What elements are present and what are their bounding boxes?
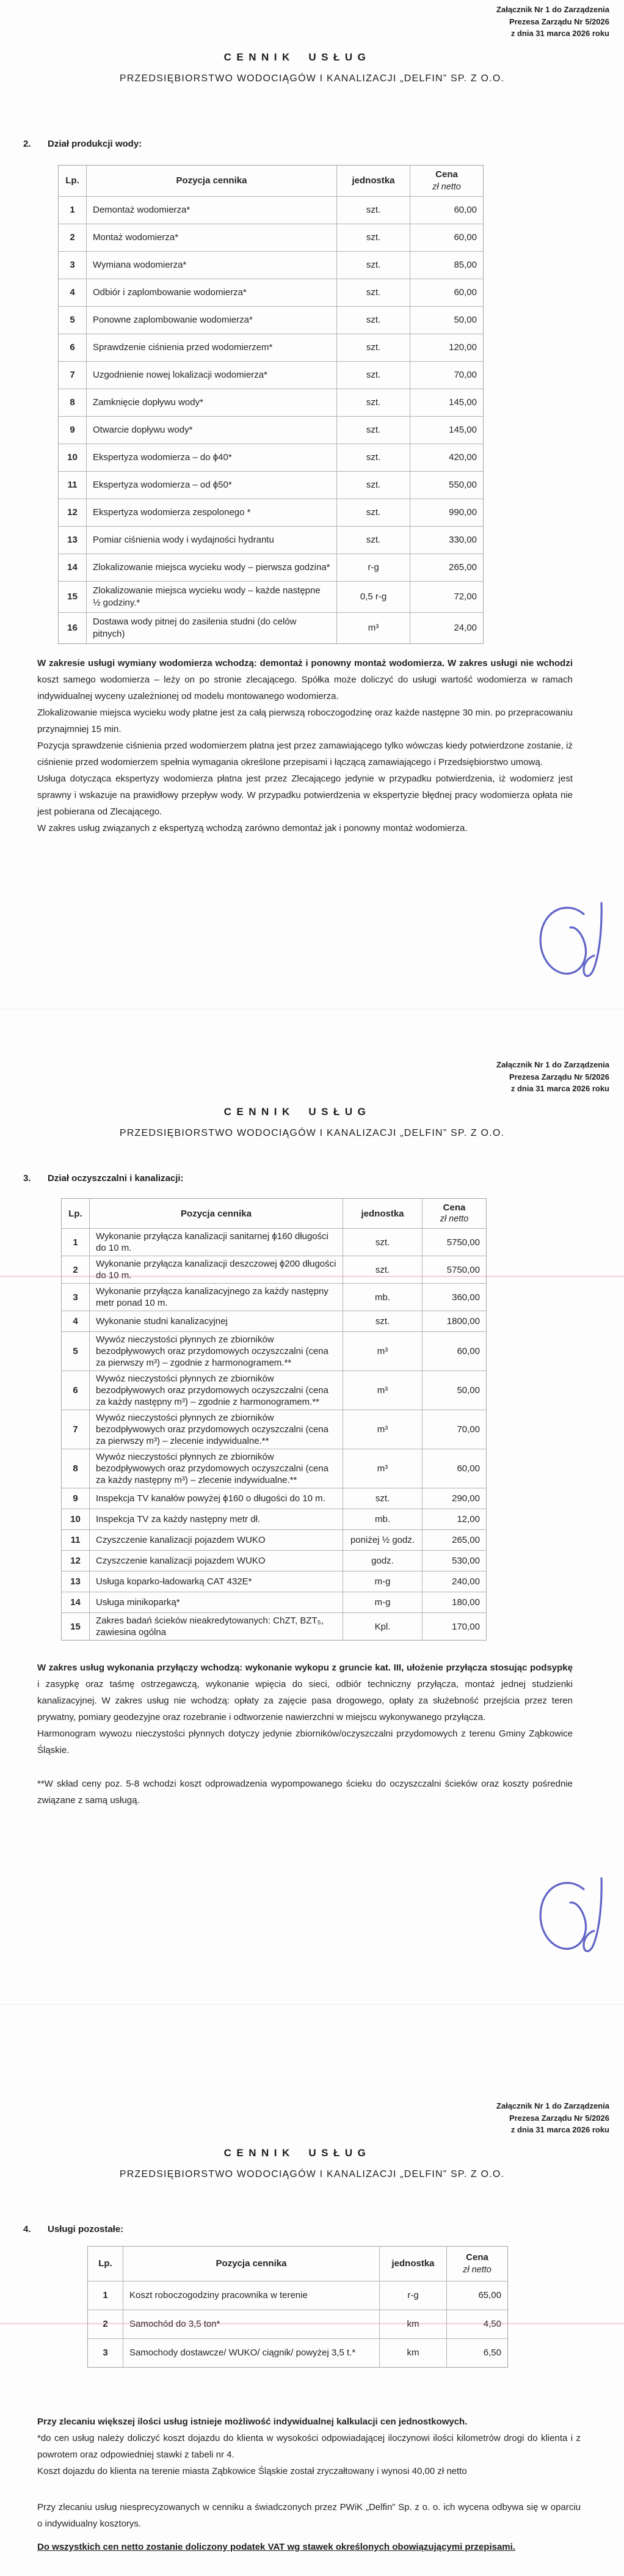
- note-paragraph: Zlokalizowanie miejsca wycieku wody płatne jest za całą pierwszą roboczogodzinę oraz każde następne 30 min. po przepracowaniu przynajmniej 15 min.: [37, 708, 573, 734]
- cell-item: Demontaż wodomierza*: [86, 197, 336, 224]
- table-row: [62, 1488, 486, 1509]
- table-row: [62, 1331, 486, 1370]
- cell-price: 12,00: [422, 1509, 486, 1529]
- cell-lp: 13: [70, 1576, 81, 1587]
- cell-unit: szt.: [336, 279, 410, 306]
- table-row: [59, 581, 483, 612]
- cell-unit: szt.: [336, 224, 410, 251]
- attachment-line: Załącznik Nr 1 do Zarządzenia: [496, 1060, 609, 1069]
- price-table-3: [61, 1198, 487, 1641]
- attachment-line: Prezesa Zarządu Nr 5/2026: [509, 1072, 609, 1081]
- signature-paraph-icon: [520, 898, 621, 990]
- header-unit: jednostka: [379, 2247, 446, 2281]
- page-title: CENNIK USŁUG: [223, 2147, 371, 2159]
- cell-item: Samochód do 3,5 ton*: [123, 2310, 379, 2338]
- cell-item: Inspekcja TV kanałów powyżej ϕ160 o długości do 10 m.: [89, 1488, 343, 1509]
- table-row: [62, 1571, 486, 1592]
- table-row: [62, 1509, 486, 1529]
- cell-lp: 4: [70, 287, 75, 298]
- cell-price: 5750,00: [422, 1229, 486, 1256]
- cell-price: 145,00: [410, 417, 483, 444]
- cell-unit: godz.: [343, 1551, 422, 1571]
- cell-lp: 1: [70, 205, 75, 215]
- cell-price: 60,00: [422, 1449, 486, 1488]
- cell-item: Wykonanie studni kanalizacyjnej: [89, 1311, 343, 1331]
- table-row: [59, 612, 483, 643]
- header-lp: Lp.: [65, 175, 79, 186]
- cell-unit: poniżej ½ godz.: [343, 1530, 422, 1550]
- cell-lp: 8: [73, 1463, 78, 1474]
- note-paragraph: *do cen usług należy doliczyć koszt dojazdu do klienta w wysokości odpowiadającej iloczynowi ilości kilometrów drogi do klienta i z powrotem oraz odpowiedniej stawki z tabeli nr 4.: [37, 2433, 581, 2460]
- cell-item: Wykonanie przyłącza kanalizacji sanitarnej ϕ160 długości do 10 m.: [89, 1229, 343, 1256]
- cell-lp: 10: [67, 452, 78, 463]
- scan-artifact-line: [0, 2323, 624, 2324]
- table-row: [59, 251, 483, 279]
- cell-unit: r-g: [379, 2281, 446, 2310]
- attachment-line: z dnia 31 marca 2026 roku: [510, 29, 609, 38]
- attachment-block: [496, 1059, 609, 1095]
- cell-item: Zlokalizowanie miejsca wycieku wody – każde następne ½ godziny.*: [86, 582, 336, 612]
- table-row: [59, 224, 483, 251]
- cell-unit: szt.: [336, 527, 410, 554]
- section-number: 3.: [23, 1173, 31, 1184]
- section-title: Usługi pozostałe:: [48, 2224, 124, 2234]
- cell-price: 530,00: [422, 1551, 486, 1571]
- cell-lp: 2: [73, 1264, 78, 1275]
- cell-item: Otwarcie dopływu wody*: [86, 417, 336, 444]
- cell-item: Usługa koparko-ładowarką CAT 432E*: [89, 1572, 343, 1592]
- cell-lp: 3: [70, 260, 75, 270]
- header-lp: Lp.: [68, 1208, 82, 1219]
- page-subtitle: PRZEDSIĘBIORSTWO WODOCIĄGÓW I KANALIZACJI „DELFIN” SP. Z O.O.: [119, 73, 505, 84]
- note-paragraph: Harmonogram wywozu nieczystości płynnych dotyczy jedynie zbiorników/oczyszczalni przydomowych z terenu Gminy Ząbkowice Śląskie.: [37, 1729, 573, 1755]
- note-paragraph: **W skład ceny poz. 5-8 wchodzi koszt odprowadzenia wypompowanego ścieku do oczyszczalni ścieków oraz koszty pośrednie związane z samą usługą.: [37, 1779, 573, 1806]
- attachment-line: Prezesa Zarządu Nr 5/2026: [509, 2113, 609, 2123]
- table-row: [59, 306, 483, 334]
- cell-item: Wywóz nieczystości płynnych ze zbiorników bezodpływowych oraz przydomowych oczyszczalni (cena za każdy następny m³) – zlecenie indywidualne.**: [89, 1449, 343, 1488]
- header-price-line2: zł netto: [432, 182, 461, 192]
- cell-item: Wywóz nieczystości płynnych ze zbiorników bezodpływowych oraz przydomowych oczyszczalni (cena za każdy następny m³) – zgodnie z harmonogramem.**: [89, 1371, 343, 1410]
- cell-price: 5750,00: [422, 1256, 486, 1283]
- cell-price: 60,00: [410, 197, 483, 224]
- table-row: [59, 389, 483, 416]
- cell-lp: 1: [73, 1237, 78, 1248]
- table-row: [88, 2338, 507, 2367]
- page-subtitle: PRZEDSIĘBIORSTWO WODOCIĄGÓW I KANALIZACJI „DELFIN” SP. Z O.O.: [119, 1128, 505, 1138]
- cell-price: 180,00: [422, 1592, 486, 1612]
- cell-unit: 0,5 r-g: [336, 582, 410, 612]
- attachment-line: z dnia 31 marca 2026 roku: [510, 1084, 609, 1093]
- header-price: [446, 2247, 507, 2281]
- cell-price: 60,00: [422, 1332, 486, 1370]
- cell-price: 4,50: [446, 2310, 507, 2338]
- section-4-extra-note: [37, 2499, 581, 2532]
- table-row: [59, 526, 483, 554]
- cell-lp: 1: [103, 2290, 108, 2300]
- cell-unit: m-g: [343, 1572, 422, 1592]
- cell-lp: 14: [70, 1597, 81, 1608]
- section-4-notes: [37, 2413, 581, 2479]
- cell-price: 85,00: [410, 252, 483, 279]
- cell-lp: 9: [70, 425, 75, 435]
- cell-unit: szt.: [336, 389, 410, 416]
- cell-item: Montaż wodomierza*: [86, 224, 336, 251]
- cell-unit: m-g: [343, 1592, 422, 1612]
- cell-lp: 6: [73, 1385, 78, 1396]
- cell-item: Inspekcja TV za każdy następny metr dł.: [89, 1509, 343, 1529]
- cell-item: Usługa minikoparką*: [89, 1592, 343, 1612]
- cell-lp: 15: [67, 591, 78, 602]
- cell-unit: szt.: [336, 334, 410, 361]
- cell-price: 330,00: [410, 527, 483, 554]
- cell-item: Ekspertyza wodomierza – od ϕ50*: [86, 472, 336, 499]
- cell-unit: szt.: [336, 499, 410, 526]
- cell-lp: 12: [70, 1556, 81, 1566]
- section-heading-3: [23, 1173, 184, 1184]
- cell-price: 50,00: [410, 307, 483, 334]
- cell-item: Ekspertyza wodomierza – do ϕ40*: [86, 444, 336, 471]
- cell-item: Ponowne zaplombowanie wodomierza*: [86, 307, 336, 334]
- page-subtitle: PRZEDSIĘBIORSTWO WODOCIĄGÓW I KANALIZACJI „DELFIN” SP. Z O.O.: [119, 2169, 505, 2179]
- cell-unit: m³: [343, 1410, 422, 1449]
- note-paragraph: Koszt dojazdu do klienta na terenie miasta Ząbkowice Śląskie został zryczałtowany i wynosi 40,00 zł netto: [37, 2466, 467, 2476]
- cell-price: 360,00: [422, 1284, 486, 1311]
- table-row: [59, 196, 483, 224]
- page-title: CENNIK USŁUG: [223, 1106, 371, 1118]
- cell-item: Zamknięcie dopływu wody*: [86, 389, 336, 416]
- attachment-block: [496, 4, 609, 40]
- cell-unit: m³: [343, 1449, 422, 1488]
- table-row: [62, 1550, 486, 1571]
- cell-lp: 9: [73, 1493, 78, 1504]
- header-price-line1: Cena: [435, 169, 458, 180]
- page-break-line: [0, 2004, 624, 2005]
- cell-lp: 3: [103, 2347, 108, 2358]
- cell-price: 50,00: [422, 1371, 486, 1410]
- attachment-line: Załącznik Nr 1 do Zarządzenia: [496, 5, 609, 14]
- section-3-notes: [37, 1659, 573, 1758]
- table-row: [62, 1283, 486, 1311]
- table-row: [59, 499, 483, 526]
- header-item: Pozycja cennika: [89, 1199, 343, 1228]
- cell-price: 290,00: [422, 1488, 486, 1509]
- cell-item: Wywóz nieczystości płynnych ze zbiorników bezodpływowych oraz przydomowych oczyszczalni (cena za pierwszy m³) – zgodnie z harmonogramem.**: [89, 1332, 343, 1370]
- cell-price: 265,00: [410, 554, 483, 581]
- cell-item: Wykonanie przyłącza kanalizacji deszczowej ϕ200 długości do 10 m.: [89, 1256, 343, 1283]
- cell-unit: szt.: [343, 1488, 422, 1509]
- cell-item: Wykonanie przyłącza kanalizacyjnego za każdy następny metr ponad 10 m.: [89, 1284, 343, 1311]
- cell-lp: 8: [70, 397, 75, 408]
- table-row: [59, 471, 483, 499]
- table-row: [62, 1256, 486, 1283]
- header-price-line2: zł netto: [440, 1214, 469, 1224]
- cell-price: 72,00: [410, 582, 483, 612]
- page-title: CENNIK USŁUG: [223, 51, 371, 63]
- cell-lp: 11: [67, 480, 78, 490]
- cell-unit: szt.: [336, 362, 410, 389]
- header-price-line1: Cena: [466, 2252, 488, 2263]
- header-unit: jednostka: [336, 166, 410, 196]
- section-2-notes: [37, 655, 573, 836]
- cell-unit: szt.: [343, 1311, 422, 1331]
- note-paragraph: W zakresie usługi wymiany wodomierza wchodzą: demontaż i ponowny montaż wodomierza. W zakres usługi nie wchodzi koszt samego wodomierza – leży on po stronie zlecającego. Spółka może doliczyć do usługi wartość wodomierza w ramach indywidualnej wyceny uzależnionej od modelu montowanego wodomierza.: [37, 658, 573, 701]
- note-paragraph: Przy zlecaniu większej ilości usług istnieje możliwość indywidualnej kalkulacji cen jednostkowych.: [37, 2417, 468, 2427]
- attachment-block: [496, 2100, 609, 2136]
- cell-price: 24,00: [410, 613, 483, 643]
- table-row: [59, 279, 483, 306]
- header-price-line1: Cena: [443, 1202, 466, 1213]
- cell-item: Odbiór i zaplombowanie wodomierza*: [86, 279, 336, 306]
- header-lp: Lp.: [98, 2258, 112, 2269]
- header-price: [410, 166, 483, 196]
- cell-unit: m³: [336, 613, 410, 643]
- table-row: [59, 416, 483, 444]
- cell-item: Zlokalizowanie miejsca wycieku wody – pierwsza godzina*: [86, 554, 336, 581]
- cell-price: 265,00: [422, 1530, 486, 1550]
- cell-item: Uzgodnienie nowej lokalizacji wodomierza*: [86, 362, 336, 389]
- attachment-line: z dnia 31 marca 2026 roku: [510, 2125, 609, 2134]
- cell-price: 1800,00: [422, 1311, 486, 1331]
- cell-price: 60,00: [410, 279, 483, 306]
- cell-unit: szt.: [336, 444, 410, 471]
- cell-unit: szt.: [343, 1256, 422, 1283]
- cell-unit: m³: [343, 1332, 422, 1370]
- section-title: Dział oczyszczalni i kanalizacji:: [48, 1173, 184, 1184]
- table-row: [62, 1228, 486, 1256]
- cell-unit: mb.: [343, 1284, 422, 1311]
- table-row: [62, 1592, 486, 1612]
- header-unit: jednostka: [343, 1199, 422, 1228]
- section-heading-2: [23, 139, 142, 149]
- attachment-line: Załącznik Nr 1 do Zarządzenia: [496, 2101, 609, 2110]
- vat-note: Do wszystkich cen netto zostanie doliczony podatek VAT wg stawek określonych obowiązującymi przepisami.: [37, 2542, 515, 2552]
- table-header-row: [59, 166, 483, 196]
- cell-lp: 7: [70, 370, 75, 380]
- cell-unit: szt.: [336, 417, 410, 444]
- cell-lp: 5: [73, 1346, 78, 1356]
- cell-item: Wymiana wodomierza*: [86, 252, 336, 279]
- cell-lp: 7: [73, 1424, 78, 1435]
- table-row: [62, 1370, 486, 1410]
- cell-lp: 3: [73, 1292, 78, 1303]
- cell-lp: 15: [70, 1621, 81, 1632]
- cell-unit: r-g: [336, 554, 410, 581]
- cell-item: Ekspertyza wodomierza zespolonego *: [86, 499, 336, 526]
- cell-item: Dostawa wody pitnej do zasilenia studni (do celów pitnych): [86, 613, 336, 643]
- cell-price: 6,50: [446, 2339, 507, 2367]
- scan-artifact-line: [0, 1276, 624, 1277]
- cell-unit: km: [379, 2310, 446, 2338]
- cell-price: 990,00: [410, 499, 483, 526]
- cell-lp: 12: [67, 507, 78, 518]
- cell-lp: 16: [67, 623, 78, 633]
- header-price-line2: zł netto: [463, 2265, 492, 2275]
- cell-item: Koszt roboczogodziny pracownika w terenie: [123, 2281, 379, 2310]
- note-paragraph: Pozycja sprawdzenie ciśnienia przed wodomierzem płatna jest przez zamawiającego tylko wówczas kiedy potwierdzone zostanie, iż ciśnienie przed wodomierzem spełnia wymagania określone przepisami i łączącą zamawiającego i Przedsiębiorstwo umową.: [37, 741, 573, 767]
- section-number: 4.: [23, 2224, 31, 2234]
- cell-price: 65,00: [446, 2281, 507, 2310]
- cell-lp: 6: [70, 342, 75, 353]
- cell-lp: 5: [70, 315, 75, 325]
- cell-unit: szt.: [336, 307, 410, 334]
- cell-item: Zakres badań ścieków nieakredytowanych: ChZT, BZT₅, zawiesina ogólna: [89, 1613, 343, 1640]
- cell-price: 170,00: [422, 1613, 486, 1640]
- cell-item: Samochody dostawcze/ WUKO/ ciągnik/ powyżej 3,5 t.*: [123, 2339, 379, 2367]
- cell-price: 145,00: [410, 389, 483, 416]
- cell-lp: 14: [67, 562, 78, 573]
- cell-unit: szt.: [343, 1229, 422, 1256]
- cell-unit: szt.: [336, 472, 410, 499]
- table-row: [59, 444, 483, 471]
- table-row: [59, 554, 483, 581]
- cell-unit: szt.: [336, 197, 410, 224]
- section-3-footnote: [37, 1776, 573, 1809]
- note-paragraph: Przy zlecaniu usług niesprecyzowanych w cenniku a świadczonych przez PWiK „Delfin” Sp. z o. o. ich wycena odbywa się w oparciu o indywidualny kosztorys.: [37, 2502, 581, 2529]
- table-row: [62, 1410, 486, 1449]
- cell-unit: km: [379, 2339, 446, 2367]
- table-header-row: [62, 1199, 486, 1228]
- cell-price: 420,00: [410, 444, 483, 471]
- section-title: Dział produkcji wody:: [48, 139, 142, 149]
- cell-price: 240,00: [422, 1572, 486, 1592]
- cell-price: 550,00: [410, 472, 483, 499]
- cell-price: 70,00: [422, 1410, 486, 1449]
- cell-price: 70,00: [410, 362, 483, 389]
- cell-price: 60,00: [410, 224, 483, 251]
- cell-lp: 2: [103, 2319, 108, 2329]
- table-row: [62, 1529, 486, 1550]
- price-table-4: [87, 2246, 508, 2368]
- cell-lp: 4: [73, 1316, 78, 1326]
- cell-item: Czyszczenie kanalizacji pojazdem WUKO: [89, 1530, 343, 1550]
- table-row: [62, 1612, 486, 1640]
- section-number: 2.: [23, 139, 31, 149]
- cell-price: 120,00: [410, 334, 483, 361]
- cell-item: Wywóz nieczystości płynnych ze zbiorników bezodpływowych oraz przydomowych oczyszczalni (cena za pierwszy m³) – zlecenie indywidualne.**: [89, 1410, 343, 1449]
- table-header-row: [88, 2247, 507, 2281]
- attachment-line: Prezesa Zarządu Nr 5/2026: [509, 16, 609, 26]
- cell-item: Czyszczenie kanalizacji pojazdem WUKO: [89, 1551, 343, 1571]
- header-price: [422, 1199, 486, 1228]
- section-heading-4: [23, 2224, 123, 2234]
- cell-item: Pomiar ciśnienia wody i wydajności hydrantu: [86, 527, 336, 554]
- table-row: [62, 1311, 486, 1331]
- cell-item: Sprawdzenie ciśnienia przed wodomierzem*: [86, 334, 336, 361]
- note-paragraph: Usługa dotycząca ekspertyzy wodomierza płatna jest przez Zlecającego jedynie w przypadku potwierdzenia, iż wodomierz jest sprawny i wskazuje na prawidłowy przepływ wody. W przypadku potwierdzenia w ekspertyzie błędnej pracy wodomierza opłata nie jest pobierana od Zlecającego.: [37, 774, 573, 817]
- table-row: [59, 334, 483, 361]
- table-row: [59, 361, 483, 389]
- cell-unit: mb.: [343, 1509, 422, 1529]
- note-paragraph: W zakres usług związanych z ekspertyzą wchodzą zarówno demontaż jak i ponowny montaż wodomierza.: [37, 823, 468, 833]
- header-item: Pozycja cennika: [123, 2247, 379, 2281]
- note-paragraph: W zakres usług wykonania przyłączy wchodzą: wykonanie wykopu z gruncie kat. III, ułożenie przyłącza stosując podsypkę i zasypkę oraz taśmę ostrzegawczą, wykonanie wpięcia do sieci, odbiór techniczny przyłącza, montaż jednej studzienki kanalizacyjnej. W zakres usług nie wchodzą: opłaty za zajęcie pasa drogowego, opłaty za służebność przejścia przez teren prywatny, pomiary geodezyjne oraz rozebranie i odtworzenie nawierzchni w miejscu wykonywanego przyłącza.: [37, 1663, 573, 1722]
- cell-lp: 10: [70, 1514, 81, 1524]
- table-row: [62, 1449, 486, 1488]
- cell-lp: 11: [70, 1535, 81, 1545]
- cell-lp: 13: [67, 535, 78, 545]
- cell-unit: szt.: [336, 252, 410, 279]
- cell-unit: m³: [343, 1371, 422, 1410]
- price-table-2: [58, 165, 484, 644]
- header-item: Pozycja cennika: [86, 166, 336, 196]
- table-row: [88, 2281, 507, 2310]
- cell-unit: Kpl.: [343, 1613, 422, 1640]
- signature-paraph-icon: [520, 1873, 621, 1965]
- cell-lp: 2: [70, 232, 75, 243]
